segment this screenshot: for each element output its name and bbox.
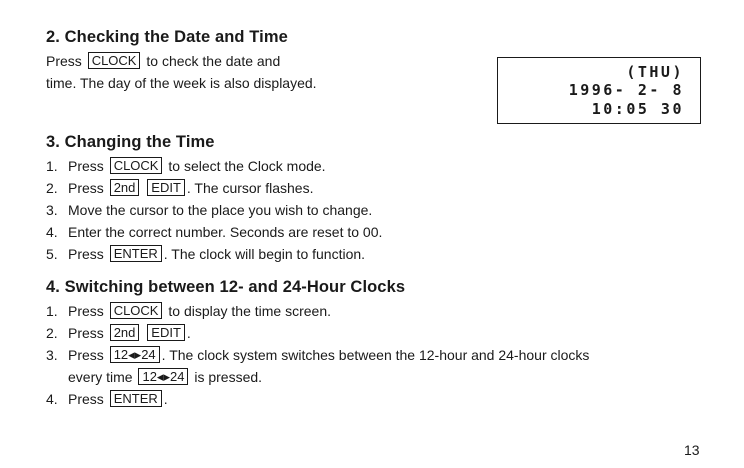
12-24-key: 12◂▸24 [110, 346, 160, 363]
section-2-heading: 2. Checking the Date and Time [46, 28, 288, 46]
step-text: Press [68, 246, 104, 262]
step-text: to select the Clock mode. [168, 158, 326, 174]
display-day: (THU) [626, 63, 684, 81]
section-4-step-3 [46, 344, 589, 366]
step-number: 3. [46, 347, 58, 363]
clock-key: CLOCK [88, 52, 141, 69]
step-text: . The cursor flashes. [186, 180, 314, 196]
clock-key: CLOCK [110, 302, 163, 319]
step-text: . The clock will begin to function. [163, 246, 366, 262]
step-text: Press [68, 391, 104, 407]
section-3-step-5 [46, 243, 365, 265]
section-4-step-1 [46, 300, 331, 322]
section-4-heading: 4. Switching between 12- and 24-Hour Clocks [46, 278, 406, 296]
step-text: Press [68, 158, 104, 174]
enter-key: ENTER [110, 390, 162, 407]
step-text: to display the time screen. [168, 303, 332, 319]
display-time: 10:05 30 [591, 100, 684, 118]
section-3-step-3 [46, 199, 372, 221]
step-number: 1. [46, 158, 58, 174]
clock-key: CLOCK [110, 157, 163, 174]
step-text: Press [68, 325, 104, 341]
step-text: Press [68, 180, 104, 196]
page-number: 13 [684, 442, 700, 458]
section-2-line-1 [46, 50, 280, 72]
section-3-step-1 [46, 155, 326, 177]
step-number: 5. [46, 246, 58, 262]
step-text: Press [68, 303, 104, 319]
section-2-press-text: Press [46, 53, 82, 69]
section-4-step-2 [46, 322, 191, 344]
step-text: Press [68, 347, 104, 363]
2nd-key: 2nd [110, 179, 140, 196]
12-24-key: 12◂▸24 [138, 368, 188, 385]
step-number: 2. [46, 180, 58, 196]
step-text: . The clock system switches between the 12-hour and 24-hour clocks [161, 347, 590, 363]
enter-key: ENTER [110, 245, 162, 262]
edit-key: EDIT [147, 179, 185, 196]
section-4-step-3-continued [68, 366, 262, 388]
lcd-display [497, 57, 701, 124]
step-text: Move the cursor to the place you wish to change. [68, 202, 373, 218]
edit-key: EDIT [147, 324, 185, 341]
display-date: 1996- 2- 8 [568, 81, 684, 99]
step-text: . [186, 325, 191, 341]
step-text: is pressed. [194, 369, 263, 385]
step-text: every time [68, 369, 133, 385]
section-3-heading: 3. Changing the Time [46, 133, 215, 151]
section-3-step-2 [46, 177, 313, 199]
step-number: 2. [46, 325, 58, 341]
step-number: 4. [46, 224, 58, 240]
section-3-step-4 [46, 221, 382, 243]
step-text: Enter the correct number. Seconds are reset to 00. [68, 224, 383, 240]
section-2-line-2: time. The day of the week is also displayed. [46, 75, 317, 91]
step-number: 3. [46, 202, 58, 218]
step-number: 1. [46, 303, 58, 319]
section-4-step-4 [46, 388, 168, 410]
step-number: 4. [46, 391, 58, 407]
step-text: . [163, 391, 168, 407]
section-2-line-1-rest: to check the date and [146, 53, 281, 69]
2nd-key: 2nd [110, 324, 140, 341]
